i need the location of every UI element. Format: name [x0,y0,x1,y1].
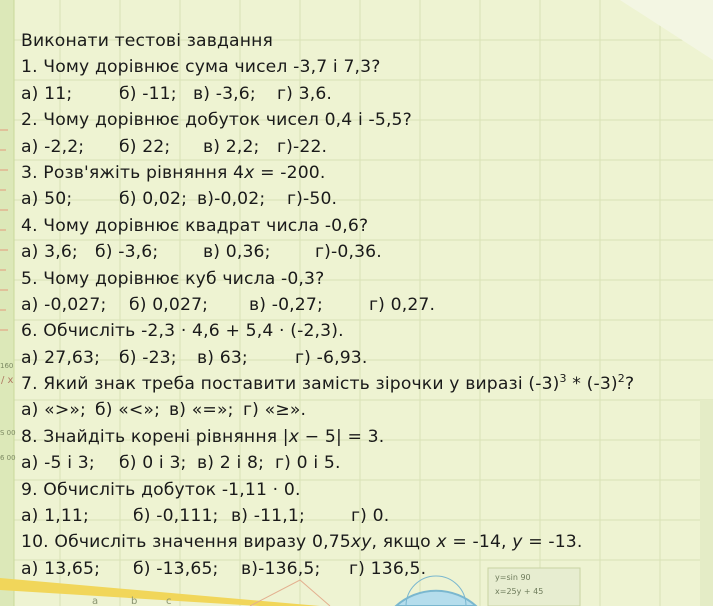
svg-text:/ x: / x [1,375,14,386]
answers-2 [21,134,711,160]
question-5: 5. Чому дорівнює куб числа -0,3? [21,268,325,289]
question-8 [21,424,711,450]
question-text: 10. Обчисліть значення виразу 0,75 [21,532,351,553]
answer-option: а) -0,027; [21,294,107,315]
answer-option: б) 0,02; [119,189,188,210]
answer-option: г)-22. [277,136,328,157]
answer-option: а) -2,2; [21,136,85,157]
answer-option: б) 22; [119,136,171,157]
question-text: * (-3) [566,374,618,395]
answer-option: а) 27,63; [21,347,101,368]
page-title: Виконати тестові завдання [21,31,273,51]
answer-option: б) -3,6; [95,242,159,263]
answer-option: а) 3,6; [21,242,78,263]
answer-option: г) 0,27. [369,294,436,315]
answer-option: б) «<»; [95,400,161,421]
answer-option: б) 0,027; [129,294,209,315]
question-text: 3. Розв'яжіть рівняння 4 [21,162,245,183]
answers-5 [21,292,711,318]
exponent: 3 [559,372,567,386]
answer-option: в) -11,1; [231,506,305,527]
svg-text:x=25y + 45: x=25y + 45 [495,587,544,596]
answers-7 [21,397,711,423]
answer-option: а) 50; [21,189,73,210]
answer-option: г) 0 і 5. [275,453,341,474]
answer-option: б) -0,111; [133,506,219,527]
answers-3 [21,186,711,212]
answer-option: в) -0,27; [249,294,323,315]
answer-option: г) 136,5. [349,558,427,579]
answer-option: а) -5 і 3; [21,453,95,474]
question-text: − 5| = 3. [299,426,385,447]
svg-text:a: a [92,596,99,606]
answer-option: в) 63; [197,347,248,368]
answer-option: в) 0,36; [203,242,271,263]
question-text: = -200. [254,162,326,183]
answer-option: а) 11; [21,83,73,104]
answer-option: б) -13,65; [133,558,219,579]
question-text: , якщо [371,532,437,553]
svg-text:y=sin 90: y=sin 90 [495,573,531,582]
svg-text:6 00: 6 00 [0,454,16,462]
exponent: 2 [617,372,625,386]
question-text: 8. Знайдіть корені рівняння | [21,426,289,447]
variable: x [436,532,447,553]
answer-option: г) 0. [351,506,390,527]
test-sheet [21,28,711,582]
answer-option: г) 3,6. [277,83,333,104]
answers-4 [21,239,711,265]
answers-10 [21,556,711,582]
answer-option: б) 0 і 3; [119,453,187,474]
answer-option: в) «=»; [169,400,234,421]
answer-option: г)-50. [287,189,338,210]
variable: x [244,162,255,183]
svg-text:160: 160 [0,362,14,370]
variable: xy [350,532,372,553]
question-7 [21,371,711,397]
answer-option: в) 2,2; [203,136,260,157]
answer-option: б) -11; [119,83,177,104]
answer-option: г) -6,93. [295,347,368,368]
answer-option: а) 1,11; [21,506,89,527]
answer-option: в)-0,02; [197,189,266,210]
question-10 [21,529,711,555]
answer-option: г) «≥». [243,400,307,421]
question-text: ? [624,374,635,395]
answer-option: в) -3,6; [193,83,256,104]
question-text: = -14, [446,532,513,553]
answers-9 [21,503,711,529]
question-3 [21,160,711,186]
question-4: 4. Чому дорівнює квадрат числа -0,6? [21,215,369,236]
answer-option: в) 2 і 8; [197,453,265,474]
answers-8 [21,450,711,476]
question-text: = -13. [522,532,583,553]
answers-6 [21,345,711,371]
answers-1 [21,81,711,107]
question-2: 2. Чому дорівнює добуток чисел 0,4 і -5,5? [21,110,412,131]
answer-option: б) -23; [119,347,177,368]
variable: x [288,426,300,447]
question-1: 1. Чому дорівнює сума чисел -3,7 і 7,3? [21,57,381,78]
svg-text:b: b [131,596,138,606]
answer-option: а) «>»; [21,400,86,421]
answer-option: г)-0,36. [315,242,382,263]
svg-text:c: c [166,596,172,606]
answer-option: а) 13,65; [21,558,101,579]
answer-option: в)-136,5; [241,558,321,579]
question-6: 6. Обчисліть -2,3 · 4,6 + 5,4 · (-2,3). [21,321,344,342]
question-text: 7. Який знак треба поставити замість зірочки у виразі (-3) [21,374,560,395]
question-9: 9. Обчисліть добуток -1,11 · 0. [21,479,301,500]
svg-text:S 00: S 00 [0,429,16,437]
variable: y [512,532,523,553]
